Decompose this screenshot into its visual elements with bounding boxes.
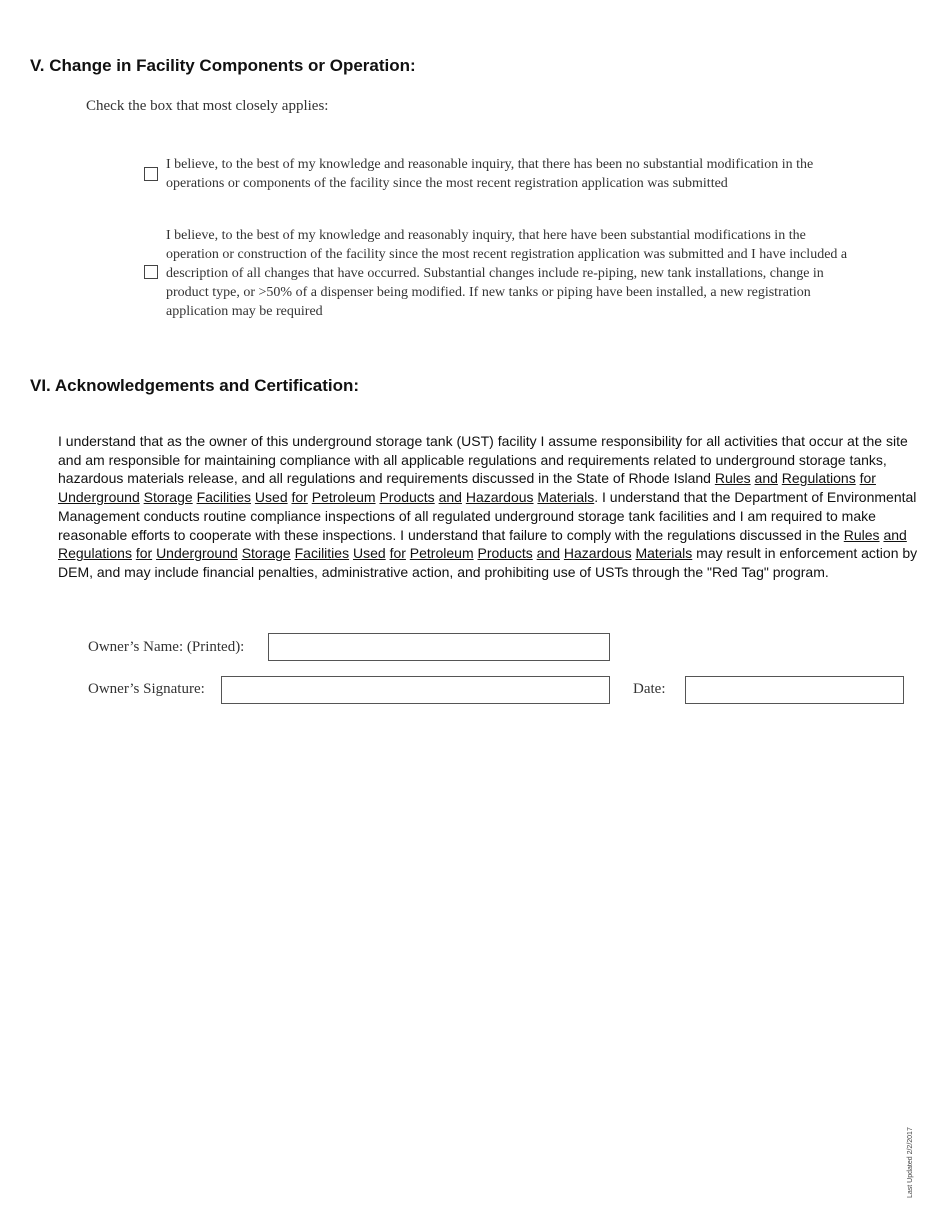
rules-title-word: Materials	[635, 545, 693, 562]
owner-name-input[interactable]	[268, 633, 610, 661]
owner-signature-input[interactable]	[221, 676, 610, 704]
rules-title-word: Used	[352, 545, 386, 562]
acknowledgement-paragraph	[58, 432, 924, 582]
ack-text-part: . I understand that the Department of Environmental Management conducts routine compliance inspections of all regulated underground storage tank facilities and I am required to make reasonable efforts to cooperate with these inspections. I understand that failure to comply with the regulations discussed in the	[58, 489, 917, 543]
rules-title-word: for	[291, 489, 308, 506]
rules-title-word: Rules	[714, 470, 751, 487]
rules-title-word: for	[135, 545, 153, 562]
rules-title-word: Facilities	[294, 545, 350, 562]
rules-title-word: Underground	[156, 545, 238, 562]
rules-title-word: and	[536, 545, 560, 562]
owner-name-label: Owner’s Name: (Printed):	[88, 639, 245, 655]
option-text: I believe, to the best of my knowledge and reasonably inquiry, that here have been substantial modifications in the operation or construction of the facility since the most recent registration application was submitted and I have included a description of all changes that have occurred. Substantial changes include re-piping, new tank installations, change in product type, or >50% of a dispenser being modified. If new tanks or piping have been installed, a new registration application may be required	[166, 228, 848, 319]
rules-title-word: Storage	[241, 545, 291, 562]
option-no-modification	[144, 155, 856, 193]
last-updated-note: Last Updated 2/2/2017	[907, 1127, 914, 1198]
rules-title-word: Rules	[843, 526, 880, 543]
rules-title-word: Petroleum	[409, 545, 474, 562]
no-modification-checkbox[interactable]	[144, 167, 158, 181]
rules-title-word: Underground	[58, 489, 140, 506]
ack-text-part: I understand that as the owner of this underground storage tank (UST) facility I assume responsibility for all activities that occur at the site and am responsible for maintaining compliance with all applicable regulations and requirements related to underground storage tanks, hazardous materials release, and all regulations and requirements discussed in the State of Rhode Island	[58, 433, 908, 487]
checkbox-instruction: Check the box that most closely applies:	[86, 98, 329, 114]
rules-title-word: Hazardous	[563, 545, 632, 562]
rules-title-word: Regulations	[58, 545, 132, 562]
rules-title-word: Regulations	[781, 470, 856, 487]
rules-title-word: Products	[477, 545, 533, 562]
section-6-heading: VI. Acknowledgements and Certification:	[30, 376, 360, 395]
rules-title-word: Facilities	[196, 489, 252, 506]
rules-title-word: for	[859, 470, 876, 487]
rules-title-word: for	[389, 545, 406, 562]
ack-text-part: may result in enforcement action by DEM, and may include financial penalties, administrative action, and prohibiting use of USTs through the "Red Tag" program.	[58, 545, 918, 580]
rules-title-word: Materials	[537, 489, 595, 506]
option-text: I believe, to the best of my knowledge and reasonable inquiry, that there has been no substantial modification in the operations or components of the facility since the most recent registration application was submitted	[166, 157, 814, 191]
option-substantial-modification	[144, 226, 856, 321]
rules-title-word: and	[438, 489, 462, 506]
date-label: Date:	[633, 681, 666, 697]
rules-title-word: Petroleum	[311, 489, 376, 506]
date-input[interactable]	[685, 676, 904, 704]
owner-signature-label: Owner’s Signature:	[88, 681, 205, 697]
rules-title-word: and	[883, 526, 907, 543]
section-5-heading: V. Change in Facility Components or Operation:	[30, 56, 416, 75]
rules-title-word: Used	[254, 489, 288, 506]
rules-title-word: Hazardous	[465, 489, 534, 506]
substantial-modification-checkbox[interactable]	[144, 265, 158, 279]
rules-title-word: Storage	[143, 489, 193, 506]
rules-title-word: and	[754, 470, 778, 487]
rules-title-word: Products	[379, 489, 435, 506]
